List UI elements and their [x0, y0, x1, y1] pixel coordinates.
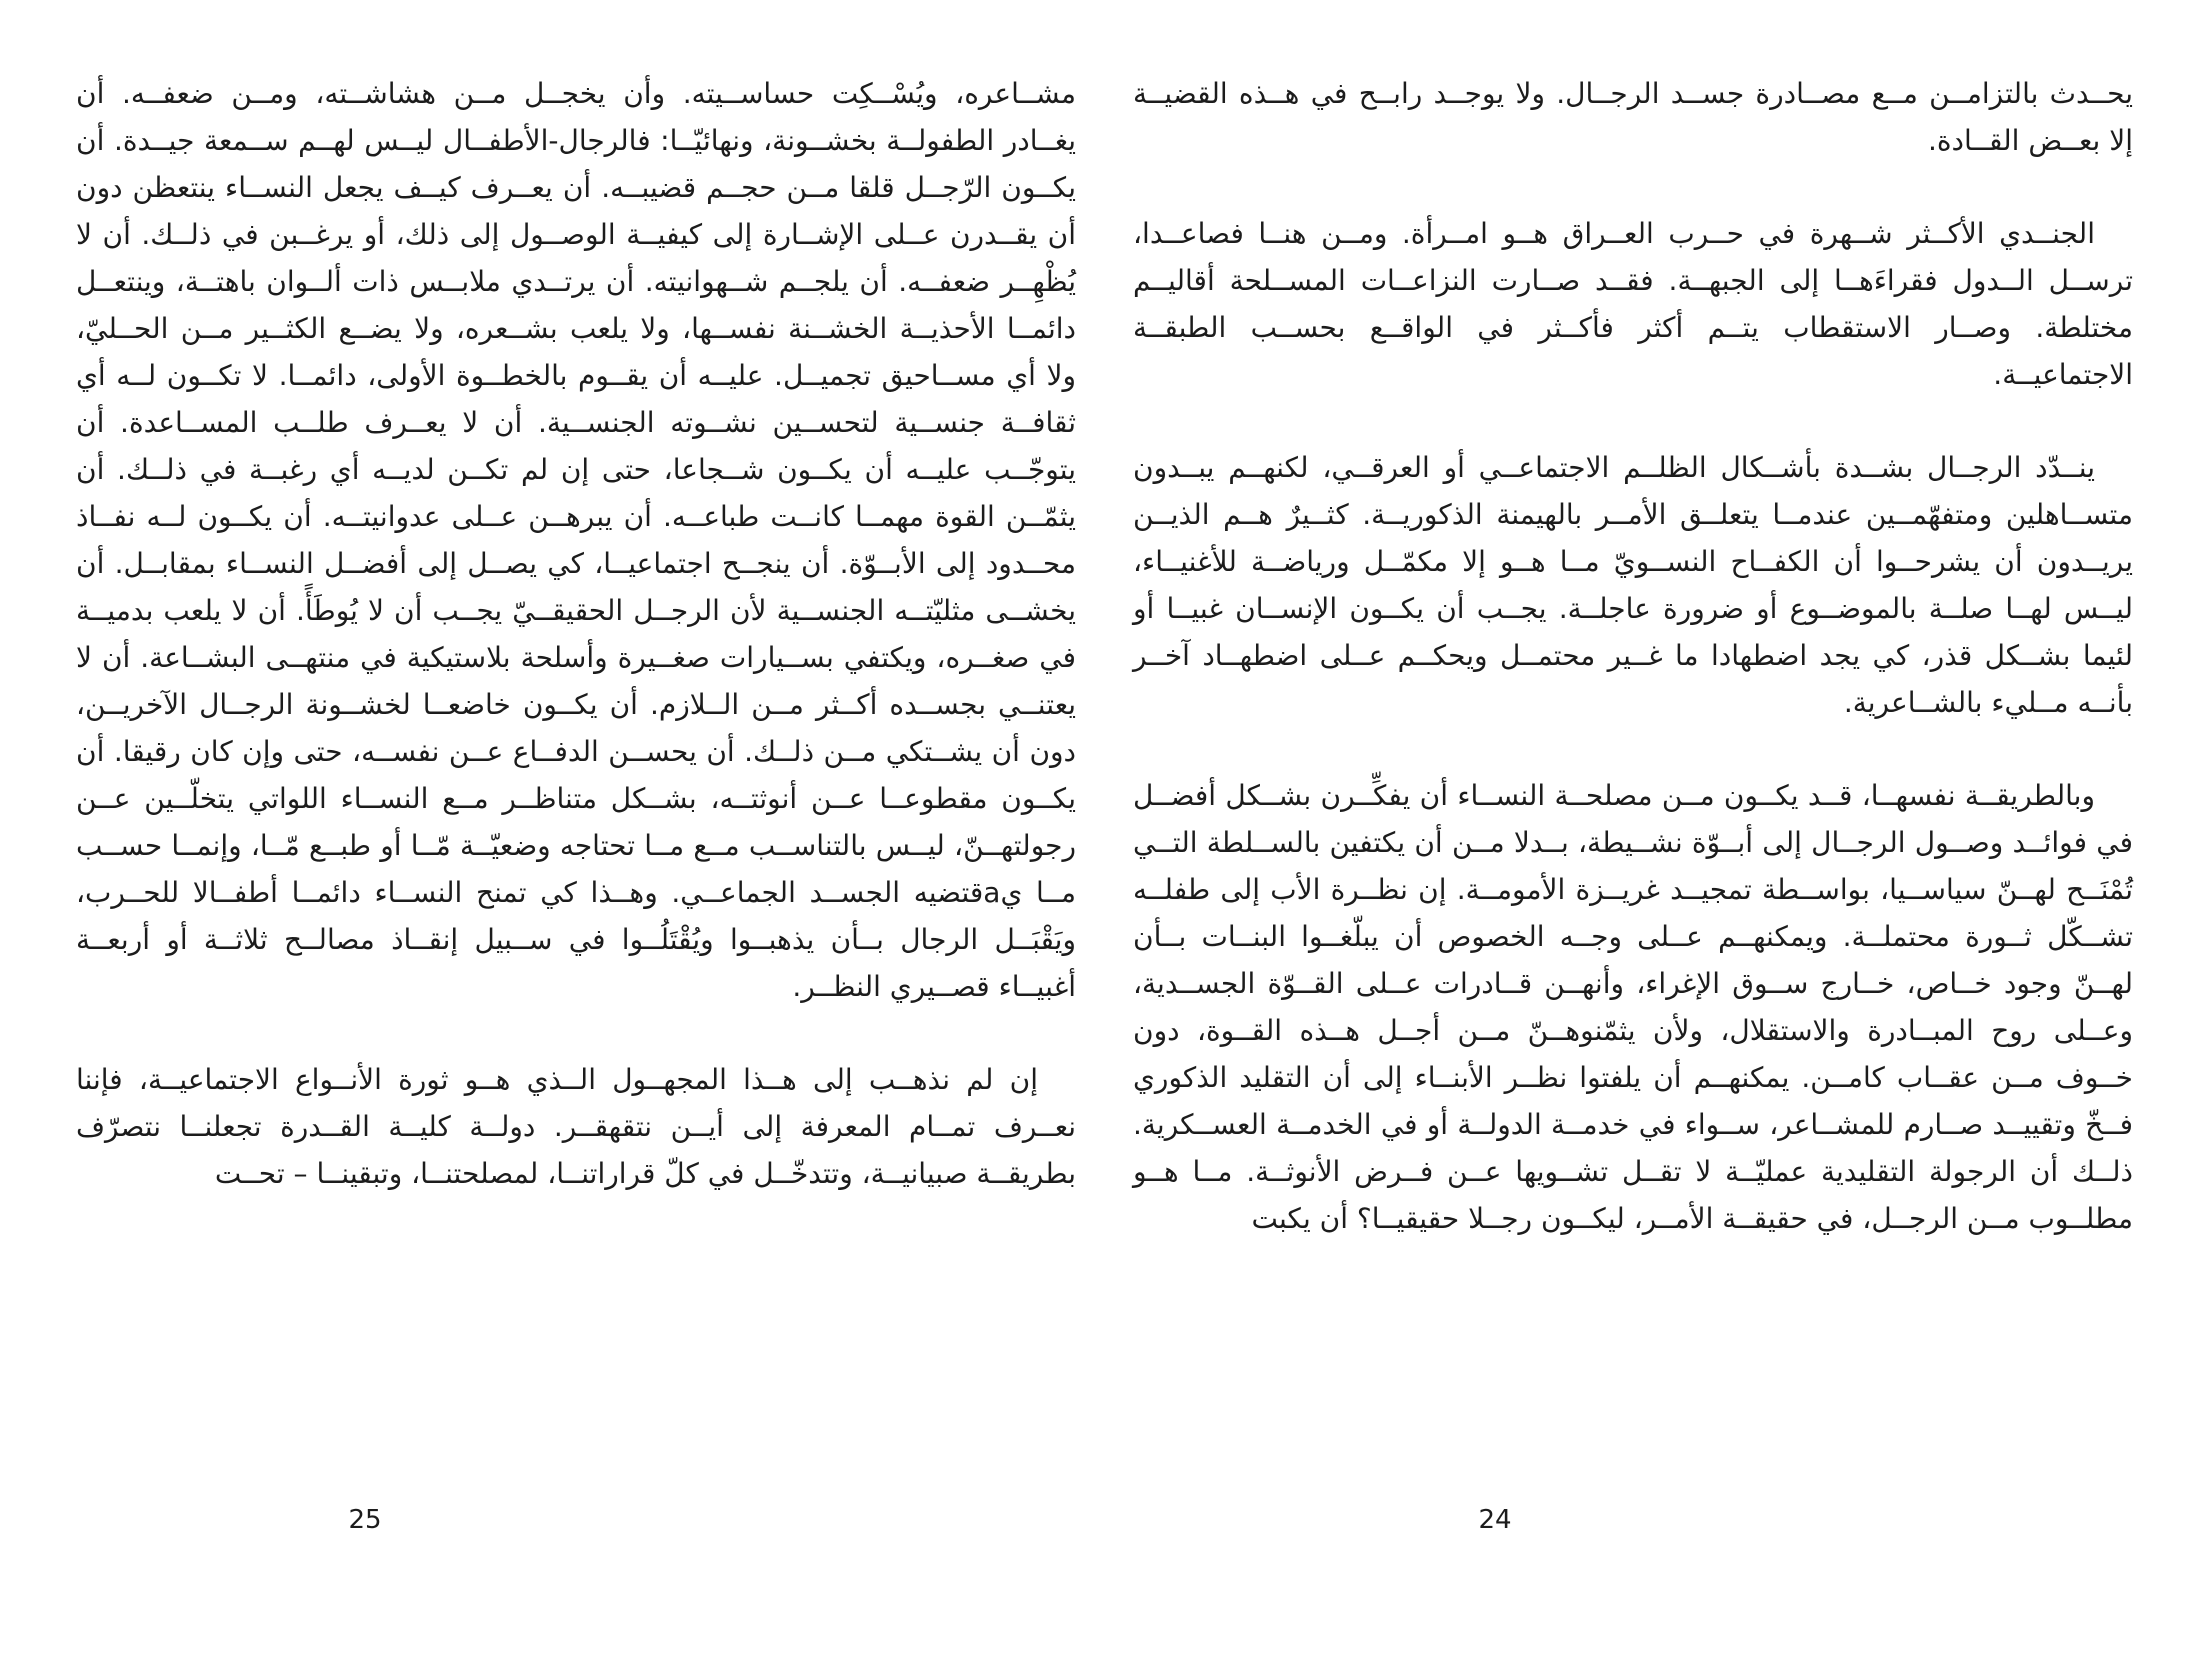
- page-24: [1103, 0, 2205, 1654]
- paragraph: الجنــدي الأكــثر شــهرة في حــرب العــراق هــو امــرأة. ومــن هنــا فصاعــدا، ترســل الــدول فقراءَهــا إلى الجبهــة. فقــد صــارت النزاعــات المســلحة أقاليــم مختلطة. وصــار الاستقطاب يتــم أكثر فأكــثر في الواقــع بحســب الطبقــة الاجتماعيــة.: [1133, 217, 2133, 391]
- page-25: [0, 0, 1102, 1654]
- paragraph: وبالطريقــة نفسهــا، قــد يكــون مــن مصلحــة النســاء أن يفكِّــرن بشــكل أفضــل في فوائــد وصــول الرجــال إلى أبــوّة نشــيطة، بــدلا مــن أن يكتفين بالســلطة التــي تُمْنَــح لهــنّ سياســيا، بواســطة تمجيــد غريــزة الأمومــة. إن نظــرة الأب إلى طفلــه تشــكّل ثــورة محتملــة. ويمكنهــم عــلى وجــه الخصوص أن يبلّغــوا البنــات بــأن لهــنّ وجود خــاص، خــارج ســوق الإغراء، وأنهــن قــادرات عــلى القــوّة الجســدية، وعــلى روح المبــادرة والاستقلال، ولأن يثمّنوهــنّ مــن أجــل هــذه القــوة، دون خــوف مــن عقــاب كامــن. يمكنهــم أن يلفتوا نظــر الأبنــاء إلى أن التقليد الذكوري فــخّ وتقييــد صــارم للمشــاعر، ســواء في خدمــة الدولــة أو في الخدمــة العســكرية. ذلــك أن الرجولة التقليدية عمليّــة لا تقــل تشــويها عــن فــرض الأنوثــة. مــا هــو مطلــوب مــن الرجــل، في حقيقــة الأمــر، ليكــون رجــلا حقيقيــا؟ أن يكبت: [1133, 779, 2133, 1235]
- page-24-text: [1133, 70, 2133, 1242]
- page-25-text: [76, 70, 1076, 1197]
- paragraph: ينــدّد الرجــال بشــدة بأشــكال الظلــم الاجتماعــي أو العرقــي، لكنهــم يبــدون متســاهلين ومتفهّمــين عندمــا يتعلــق الأمــر بالهيمنة الذكوريــة. كثــيرٌ هــم الذيــن يريــدون أن يشرحــوا أن الكفــاح النســويّ مــا هــو إلا مكمّــل ورياضــة للأغنيــاء، ليــس لهــا صلــة بالموضــوع أو ضرورة عاجلــة. يجــب أن يكــون الإنســان غبيــا أو لئيما بشــكل قذر، كي يجد اضطهادا ما غــير محتمــل ويحكــم عــلى اضطهــاد آخــر بأنــه مــليء بالشــاعرية.: [1133, 451, 2133, 719]
- page-number-left: 25: [348, 1505, 382, 1535]
- page-number-right: 24: [1478, 1505, 1512, 1535]
- paragraph: يحــدث بالتزامــن مــع مصــادرة جســد الرجــال. ولا يوجــد رابــح في هــذه القضيــة إلا بعــض القــادة.: [1133, 77, 2133, 157]
- paragraph: إن لم نذهــب إلى هــذا المجهــول الــذي هــو ثورة الأنــواع الاجتماعيــة، فإننا نعــرف تمــام المعرفة إلى أيــن نتقهقــر. دولــة كليــة القــدرة تجعلنــا نتصرّف بطريقــة صبيانيــة، وتتدخّــل في كلّ قراراتنــا، لمصلحتنــا، وتبقينــا – تحــت: [76, 1063, 1076, 1190]
- paragraph: مشــاعره، ويُسْــكِت حساســيته. وأن يخجــل مــن هشاشــته، ومــن ضعفــه. أن يغــادر الطفولــة بخشــونة، ونهائيّــا: فالرجال-الأطفــال ليــس لهــم ســمعة جيــدة. أن يكــون الرّجــل قلقا مــن حجــم قضيبــه. أن يعــرف كيــف يجعل النســاء ينتعظن دون أن يقــدرن عــلى الإشــارة إلى كيفيــة الوصــول إلى ذلك، أو يرغــبن في ذلــك. أن لا يُظْهِــر ضعفــه. أن يلجــم شــهوانيته. أن يرتــدي ملابــس ذات ألــوان باهتــة، وينتعــل دائمــا الأحذيــة الخشــنة نفســها، ولا يلعب بشــعره، ولا يضــع الكثــير مــن الحــليّ، ولا أي مســاحيق تجميــل. عليــه أن يقــوم بالخطــوة الأولى، دائمــا. لا تكــون لــه أي ثقافــة جنســية لتحســين نشــوته الجنســية. أن لا يعــرف طلــب المســاعدة. أن يتوجّــب عليــه أن يكــون شــجاعا، حتى إن لم تكــن لديــه أي رغبــة في ذلــك. أن يثمّــن القوة مهمــا كانــت طباعــه. أن يبرهــن عــلى عدوانيتــه. أن يكــون لــه نفــاذ محــدود إلى الأبــوّة. أن ينجــح اجتماعيــا، كي يصــل إلى أفضــل النســاء بمقابــل. أن يخشــى مثليّتــه الجنســية لأن الرجــل الحقيقــيّ يجــب أن لا يُوطَأً. أن لا يلعب بدميــة في صغــره، ويكتفي بســيارات صغــيرة وأسلحة بلاستيكية في منتهــى البشــاعة. أن لا يعتنــي بجســده أكــثر مــن الــلازم. أن يكــون خاضعــا لخشــونة الرجــال الآخريــن، دون أن يشــتكي مــن ذلــك. أن يحســن الدفــاع عــن نفســه، حتى وإن كان رقيقا. أن يكــون مقطوعــا عــن أنوثتــه، بشــكل متناظــر مــع النســاء اللواتي يتخلّــين عــن رجولتهــنّ، ليــس بالتناســب مــع مــا تحتاجه وضعيّــة مّــا أو طبــع مّــا، وإنمــا حســب مــا يaقتضيه الجســد الجماعــي. وهــذا كي تمنح النســاء دائمــا أطفــالا للحــرب، ويَقْبَــل الرجال بــأن يذهبــوا ويُقْتَلُــوا في ســبيل إنقــاذ مصالــح ثلاثــة أو أربعــة أغبيــاء قصــيري النظــر.: [76, 77, 1076, 1003]
